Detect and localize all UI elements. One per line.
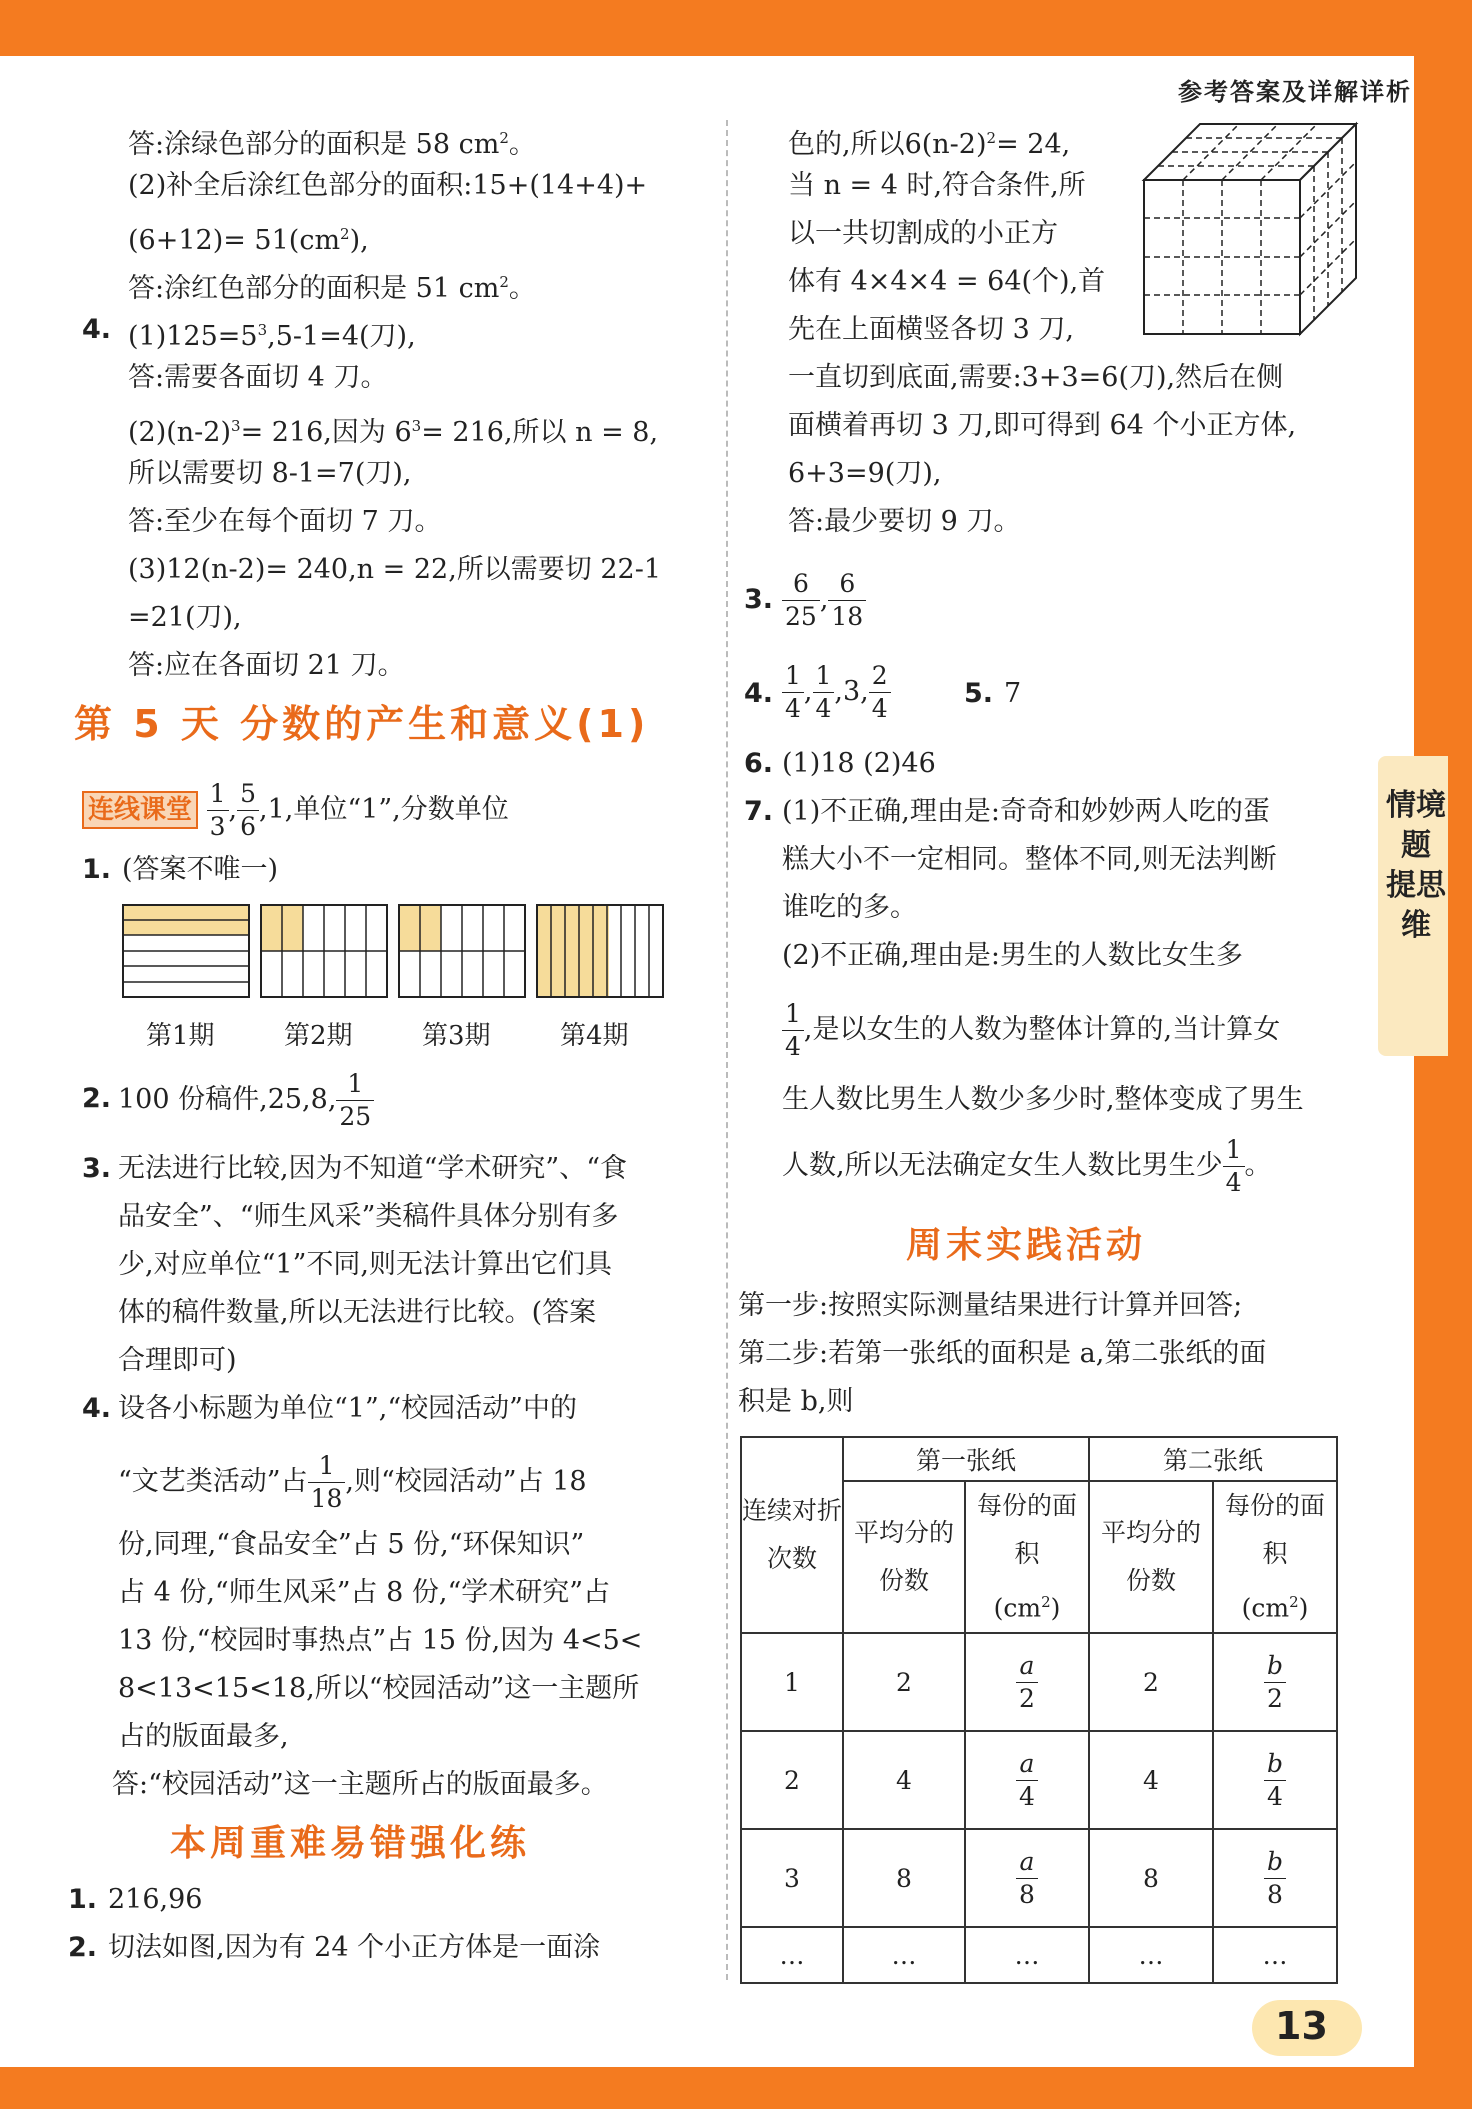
table-cell: 8 <box>843 1829 965 1927</box>
header-sheet2: 第二张纸 <box>1089 1437 1337 1481</box>
answer-line: “文艺类活动”占 $\frac{1}{18}$ ,则“校园活动”占 18 <box>118 1451 587 1513</box>
period-grid-3 <box>398 904 526 998</box>
answer-line: 以一共切割成的小正方 <box>788 218 1058 249</box>
question-number: 3. <box>82 1153 112 1184</box>
answer-line: 积是 b,则 <box>738 1386 854 1417</box>
answer-line: 占的版面最多, <box>118 1721 289 1752</box>
question-number: 1. <box>82 854 112 885</box>
answer-line: 答:“校园活动”这一主题所占的版面最多。 <box>112 1769 608 1800</box>
answer-line: 216,96 <box>108 1884 203 1915</box>
fraction: $\frac{1}{4}$ <box>782 660 804 725</box>
table-cell: $\frac{b}{8}$ <box>1213 1829 1337 1927</box>
question-number: 4. <box>744 678 774 709</box>
period-label: 第1期 <box>146 1021 215 1051</box>
answer-line: 第二步:若第一张纸的面积是 a,第二张纸的面 <box>738 1338 1267 1369</box>
answer-line: $\frac{6}{25}$ , $\frac{6}{18}$ <box>782 560 866 640</box>
answer-line: 品安全”、“师生风采”类稿件具体分别有多 <box>118 1201 619 1232</box>
column-divider <box>726 120 728 1980</box>
fraction: $\frac{1}{4}$ <box>1223 1134 1245 1199</box>
period-grid-2 <box>260 904 388 998</box>
table-cell: … <box>843 1927 965 1983</box>
answer-line: $(6+12)= 51(cm^2)$, <box>128 225 369 256</box>
answer-line: 少,对应单位“1”不同,则无法计算出它们具 <box>118 1249 612 1280</box>
cube-diagram <box>1140 120 1360 338</box>
table-row <box>741 1927 1337 1983</box>
day5-heading: 第 5 天 分数的产生和意义(1) <box>74 702 650 746</box>
answer-line: 谁吃的多。 <box>782 892 917 923</box>
answer-line: (3)12(n-2)= 240,n = 22,所以需要切 22-1 <box>128 554 662 585</box>
answer-line: (2)补全后涂红色部分的面积:15+(14+4)+ <box>128 170 648 201</box>
answer-line: 糕大小不一定相同。整体不同,则无法判断 <box>782 844 1277 875</box>
table-cell: 2 <box>1089 1633 1213 1731</box>
answer-line: (2)不正确,理由是:男生的人数比女生多 <box>782 940 1243 971</box>
table-cell: 3 <box>741 1829 843 1927</box>
table-cell: $\frac{b}{2}$ <box>1213 1633 1337 1731</box>
side-tab-label: 情境题 提思维 <box>1386 788 1446 943</box>
answer-line: 第一步:按照实际测量结果进行计算并回答; <box>738 1290 1243 1321</box>
answer-line: 设各小标题为单位“1”,“校园活动”中的 <box>118 1393 577 1424</box>
answer-line: $(1)125=5^3,5-1=4$(刀), <box>128 321 416 352</box>
table-cell: … <box>1089 1927 1213 1983</box>
fraction: $\frac{1}{4}$ <box>782 998 804 1063</box>
answer-line: 100 份稿件,25,8, $\frac{1}{25}$ <box>118 1068 374 1133</box>
answer-line: $\frac{1}{4}$ , $\frac{1}{4}$ ,3, $\frac{2}{4}$ <box>782 652 891 732</box>
table-cell: 2 <box>843 1633 965 1731</box>
header-area: 每份的面积 $(cm^2)$ <box>1213 1481 1337 1633</box>
table-row <box>741 1731 1337 1829</box>
answer-line: 当 n = 4 时,符合条件,所 <box>788 170 1086 201</box>
answer-line: 答:至少在每个面切 7 刀。 <box>128 506 442 537</box>
header-area: 每份的面积 $(cm^2)$ <box>965 1481 1089 1633</box>
weekend-heading: 周末实践活动 <box>906 1225 1147 1266</box>
answer-line: 份,同理,“食品安全”占 5 份,“环保知识” <box>118 1529 585 1560</box>
fraction: $\frac{6}{18}$ <box>828 568 866 633</box>
answer-line: 先在上面横竖各切 3 刀, <box>788 314 1074 345</box>
table-cell: 4 <box>843 1731 965 1829</box>
answer-line: 答:涂绿色部分的面积是 58 $cm^2$。 <box>128 129 536 160</box>
answer-line: 面横着再切 3 刀,即可得到 64 个小正方体, <box>788 410 1297 441</box>
answer-line: 答:应在各面切 21 刀。 <box>128 650 405 681</box>
answer-line: (1)18 (2)46 <box>782 748 936 779</box>
week-heading: 本周重难易错强化练 <box>170 1823 531 1864</box>
header-sheet1: 第一张纸 <box>843 1437 1089 1481</box>
table-cell: … <box>1213 1927 1337 1983</box>
answer-line: 体有 4×4×4 = 64(个),首 <box>788 266 1106 297</box>
answer-line: $\frac{1}{4}$ ,是以女生的人数为整体计算的,当计算女 <box>782 998 1280 1063</box>
table-cell: 2 <box>741 1731 843 1829</box>
answer-line: 答:最少要切 9 刀。 <box>788 506 1021 537</box>
period-grid-4 <box>536 904 664 998</box>
answer-line: 占 4 份,“师生风采”占 8 份,“学术研究”占 <box>118 1577 611 1608</box>
table-cell: … <box>965 1927 1089 1983</box>
header-title: 参考答案及详解详析 <box>1178 78 1412 106</box>
answer-line: 8<13<15<18,所以“校园活动”这一主题所 <box>118 1673 640 1704</box>
fraction: $\frac{1}{25}$ <box>336 1068 374 1133</box>
fraction: $\frac{1}{4}$ <box>813 660 835 725</box>
table-cell: 1 <box>741 1633 843 1731</box>
header-fold-count: 连续对折次数 <box>741 1437 843 1633</box>
table-cell: 4 <box>1089 1731 1213 1829</box>
answer-line: 一直切到底面,需要:3+3=6(刀),然后在侧 <box>788 362 1284 393</box>
table-cell: $\frac{b}{4}$ <box>1213 1731 1337 1829</box>
answer-line: =21(刀), <box>128 602 242 633</box>
answer-line: 答:涂红色部分的面积是 51 $cm^2$。 <box>128 273 536 304</box>
fraction: $\frac{1}{3}$ <box>207 778 229 843</box>
answer-line: 答:需要各面切 4 刀。 <box>128 362 388 393</box>
answer-line: 体的稿件数量,所以无法进行比较。(答案 <box>118 1297 597 1328</box>
fraction: $\frac{5}{6}$ <box>237 778 259 843</box>
answer-line: 切法如图,因为有 24 个小正方体是一面涂 <box>108 1932 601 1963</box>
answer-line: 色的,所以$6(n-2)^2= 24$, <box>788 129 1071 160</box>
table-cell: … <box>741 1927 843 1983</box>
answer-line: 生人数比男生人数少多少时,整体变成了男生 <box>782 1084 1304 1115</box>
fraction: $\frac{6}{25}$ <box>782 568 820 633</box>
answer-line: 7 <box>1004 678 1022 709</box>
fraction: $\frac{1}{18}$ <box>308 1450 346 1515</box>
lianxian-tag: 连线课堂 <box>82 791 198 829</box>
answer-line: 无法进行比较,因为不知道“学术研究”、“食 <box>118 1153 627 1184</box>
period-label: 第3期 <box>422 1021 491 1051</box>
period-label: 第2期 <box>284 1021 353 1051</box>
question-number: 3. <box>744 584 774 615</box>
answer-line: 6+3=9(刀), <box>788 458 942 489</box>
table-row <box>741 1633 1337 1731</box>
question-number: 4. <box>82 314 112 345</box>
answer-line: 所以需要切 8-1=7(刀), <box>128 458 412 489</box>
question-number: 1. <box>68 1884 98 1915</box>
question-number: 2. <box>82 1083 112 1114</box>
table-cell: $\frac{a}{4}$ <box>965 1731 1089 1829</box>
answer-line: (1)不正确,理由是:奇奇和妙妙两人吃的蛋 <box>782 796 1270 827</box>
question-number: 6. <box>744 748 774 779</box>
folding-table <box>740 1436 1338 1984</box>
table-row <box>741 1829 1337 1927</box>
period-label: 第4期 <box>560 1021 629 1051</box>
header-parts: 平均分的份数 <box>843 1481 965 1633</box>
question-number: 7. <box>744 796 774 827</box>
period-grid-1 <box>122 904 250 998</box>
table-cell: $\frac{a}{8}$ <box>965 1829 1089 1927</box>
answer-line: $(2)(n-2)^3= 216$,因为 $6^3= 216$,所以 n = 8, <box>128 417 659 448</box>
page-number: 13 <box>1275 2004 1328 2048</box>
answer-line: (答案不唯一) <box>122 854 279 885</box>
answer-line: 13 份,“校园时事热点”占 15 份,因为 4<5< <box>118 1625 643 1656</box>
question-number: 5. <box>964 678 994 709</box>
question-number: 2. <box>68 1932 98 1963</box>
answer-line: 人数,所以无法确定女生人数比男生少 $\frac{1}{4}$ 。 <box>782 1135 1272 1197</box>
lianxian-line: 连线课堂 $\frac{1}{3}$ , $\frac{5}{6}$ ,1,单位“1”,分数单位 <box>82 778 509 843</box>
fraction: $\frac{2}{4}$ <box>869 660 891 725</box>
header-parts: 平均分的份数 <box>1089 1481 1213 1633</box>
table-cell: 8 <box>1089 1829 1213 1927</box>
left-column <box>0 0 720 2109</box>
table-cell: $\frac{a}{2}$ <box>965 1633 1089 1731</box>
question-number: 4. <box>82 1393 112 1424</box>
answer-line: 合理即可) <box>118 1345 237 1376</box>
